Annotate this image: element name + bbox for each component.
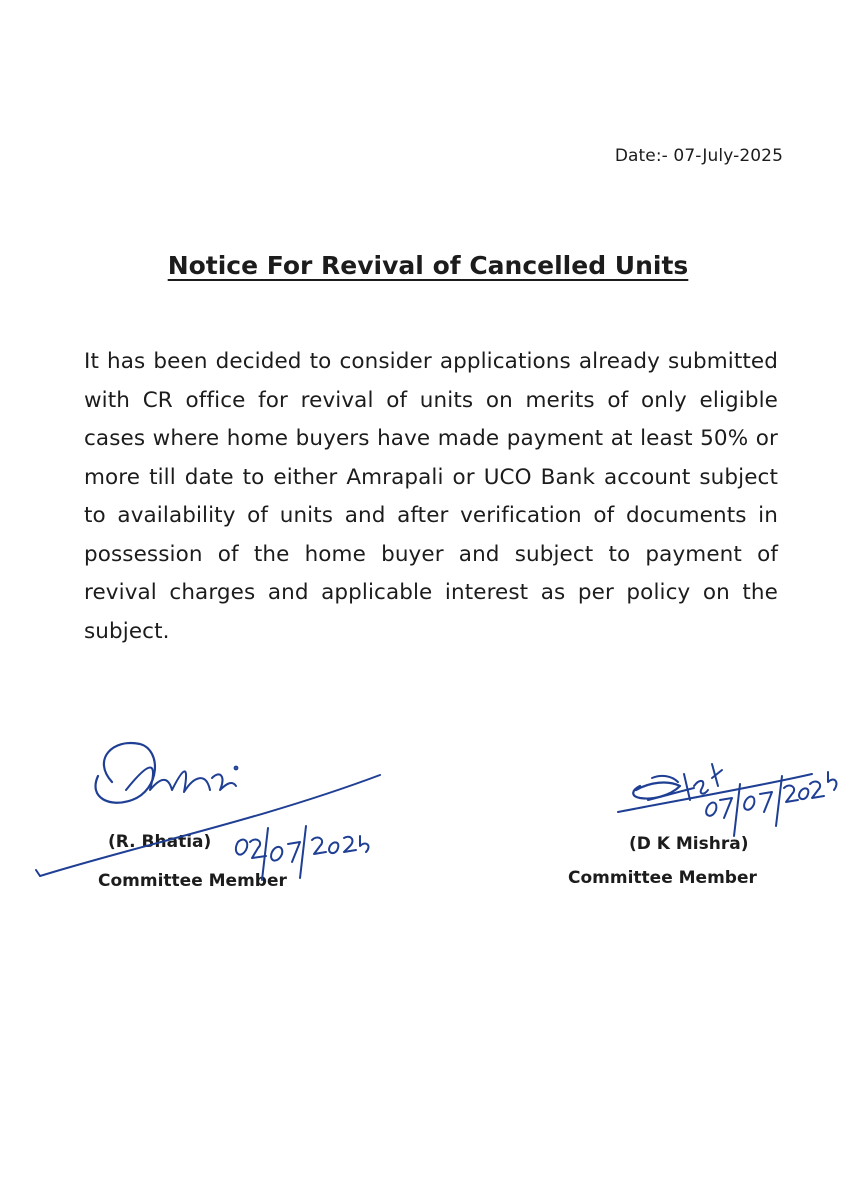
signatory-name-right: (D K Mishra)	[629, 834, 749, 854]
left-signature	[36, 743, 380, 880]
signatory-role-right: Committee Member	[568, 868, 757, 888]
signatory-role-left: Committee Member	[98, 871, 287, 891]
notice-body: It has been decided to consider applications already submitted with CR office for revival of units on merits of only eligible cases where home buyers have made payment at least 50% or more till date to either Amrapali or UCO Bank account subject to availability of units and after verification of documents in possession of the home buyer and subject to payment of revival charges and applicable interest as per policy on the subject.	[84, 349, 778, 644]
notice-date: Date:- 07-July-2025	[614, 146, 783, 166]
right-signature	[618, 764, 836, 836]
signatory-name-left: (R. Bhatia)	[108, 832, 212, 852]
notice-title-text: Notice For Revival of Cancelled Units	[167, 251, 689, 280]
notice-title	[0, 251, 856, 280]
